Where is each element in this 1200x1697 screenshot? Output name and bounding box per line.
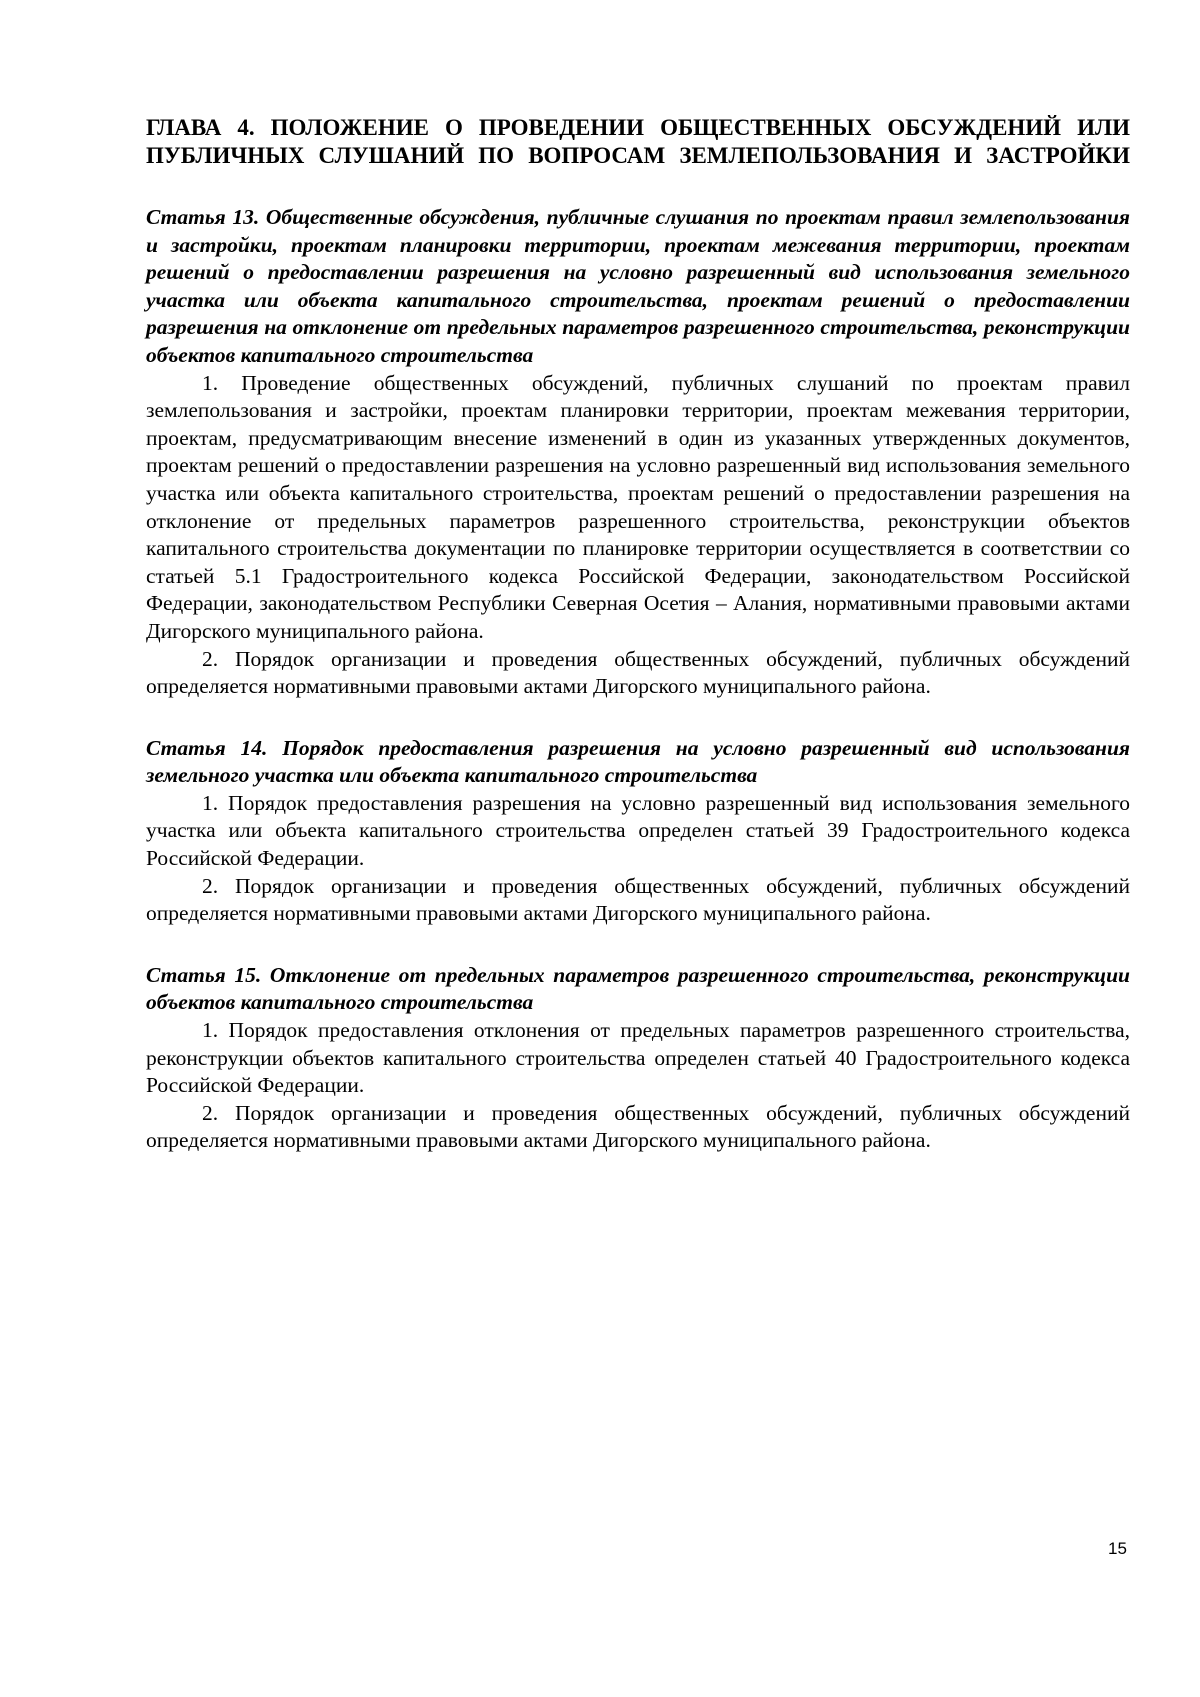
article-14 [146, 735, 1130, 928]
chapter-title-line-2: ПУБЛИЧНЫХ СЛУШАНИЙ ПО ВОПРОСАМ ЗЕМЛЕПОЛЬЗОВАНИЯ И ЗАСТРОЙКИ [146, 143, 1130, 168]
article-15 [146, 962, 1130, 1155]
page-number: 15 [1108, 1539, 1127, 1558]
document-page [146, 114, 1130, 1155]
article-13-title: Статья 13. Общественные обсуждения, публичные слушания по проектам правил землепользования и застройки, проектам планировки территории, проектам межевания территории, проектам решений о предоставлении разрешения на условно разрешенный вид использования земельного участка или объекта капитального строительства, проектам решений о предоставлении разрешения на отклонение от предельных параметров разрешенного строительства, реконструкции объектов капитального строительства [146, 205, 1130, 367]
article-13-paragraph-1: 1. Проведение общественных обсуждений, публичных слушаний по проектам правил землепользования и застройки, проектам планировки территории, проектам межевания территории, проектам, предусматривающим внесение изменений в один из указанных утвержденных документов, проектам решений о предоставлении разрешения на условно разрешенный вид использования земельного участка или объекта капитального строительства, проектам решений о предоставлении разрешения на отклонение от предельных параметров разрешенного строительства, реконструкции объектов капитального строительства документации по планировке территории осуществляется в соответствии со статьей 5.1 Градостроительного кодекса Российской Федерации, законодательством Российской Федерации, законодательством Республики Северная Осетия – Алания, нормативными правовыми актами Дигорского муниципального района. [146, 370, 1130, 643]
article-14-paragraph-2: 2. Порядок организации и проведения общественных обсуждений, публичных обсуждений определяется нормативными правовыми актами Дигорского муниципального района. [146, 873, 1130, 926]
article-14-paragraph-1: 1. Порядок предоставления разрешения на условно разрешенный вид использования земельного участка или объекта капитального строительства определен статьей 39 Градостроительного кодекса Российской Федерации. [146, 790, 1130, 871]
article-14-title: Статья 14. Порядок предоставления разрешения на условно разрешенный вид использования земельного участка или объекта капитального строительства [146, 735, 1130, 788]
article-15-paragraph-1: 1. Порядок предоставления отклонения от предельных параметров разрешенного строительства, реконструкции объектов капитального строительства определен статьей 40 Градостроительного кодекса Российской Федерации. [146, 1018, 1130, 1098]
chapter-title [146, 114, 1130, 170]
article-13 [146, 204, 1130, 701]
chapter-title-line-1: ГЛАВА 4. ПОЛОЖЕНИЕ О ПРОВЕДЕНИИ ОБЩЕСТВЕННЫХ ОБСУЖДЕНИЙ ИЛИ [146, 115, 1130, 140]
article-15-paragraph-2: 2. Порядок организации и проведения общественных обсуждений, публичных обсуждений определяется нормативными правовыми актами Дигорского муниципального района. [146, 1100, 1130, 1153]
article-15-title: Статья 15. Отклонение от предельных параметров разрешенного строительства, реконструкции объектов капитального строительства [146, 962, 1130, 1015]
article-13-paragraph-2: 2. Порядок организации и проведения общественных обсуждений, публичных обсуждений определяется нормативными правовыми актами Дигорского муниципального района. [146, 646, 1130, 699]
